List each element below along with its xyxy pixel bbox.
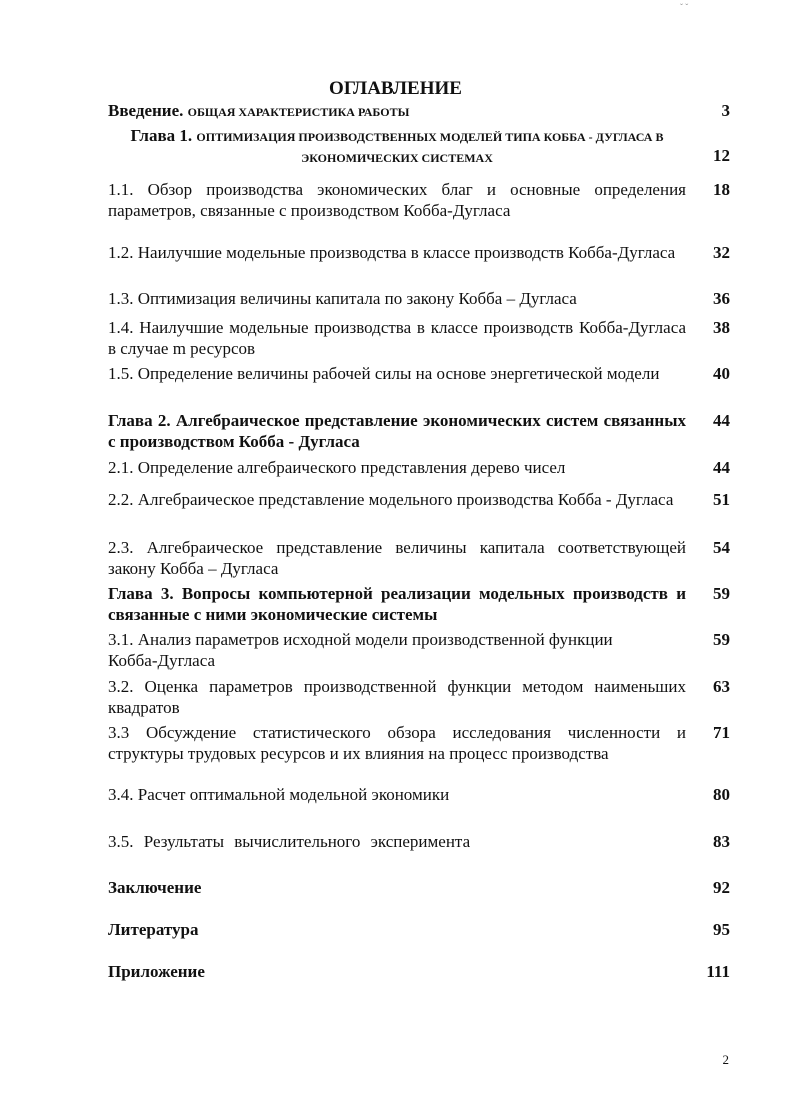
entry-text: 1.2. Наилучшие модельные производства в классе производств Кобба-Дугласа [108, 243, 676, 262]
entry-text: 2.2. Алгебраическое представление модельного производства Кобба - Дугласа [108, 490, 674, 509]
entry-text: 1.5. Определение величины рабочей силы на основе энергетической модели [108, 364, 660, 383]
entry-page: 80 [713, 785, 730, 804]
entry-text: 1.3. Оптимизация величины капитала по закону Кобба – Дугласа [108, 289, 577, 308]
entry-page: 3 [721, 101, 730, 120]
entry-text: 2.3. Алгебраическое представление величины капитала соответствующей закону Кобба – Дугласа [108, 538, 686, 578]
entry-page: 54 [713, 538, 730, 557]
entry-text: Глава 2. Алгебраическое представление экономических систем связанных с производством Кобба - Дугласа [108, 411, 686, 451]
entry-page: 71 [713, 723, 730, 742]
entry-text: 3.1. Анализ параметров исходной модели производственной функции Кобба-Дугласа [108, 630, 613, 670]
entry-text: 3.4. Расчет оптимальной модельной экономики [108, 785, 450, 804]
entry-page: 40 [713, 364, 730, 383]
toc-title: ОГЛАВЛЕНИЕ [329, 78, 462, 99]
entry-page: 59 [713, 584, 730, 603]
entry-page: 44 [713, 411, 730, 430]
entry-page: 59 [713, 630, 730, 649]
entry-text: 3.3 Обсуждение статистического обзора исследования численности и структуры трудовых ресурсов и их влияния на процесс производства [108, 723, 686, 763]
entry-text: 3.2. Оценка параметров производственной функции методом наименьших квадратов [108, 677, 686, 717]
entry-page: 92 [713, 878, 730, 897]
entry-page: 83 [713, 832, 730, 851]
entry-text: 2.1. Определение алгебраического представления дерево чисел [108, 458, 566, 477]
entry-page: 111 [706, 962, 730, 981]
page-number: 2 [722, 1052, 729, 1067]
entry-page: 44 [713, 458, 730, 477]
entry-page: 12 [713, 146, 730, 165]
entry-page: 63 [713, 677, 730, 696]
entry-page: 36 [713, 289, 730, 308]
entry-caps: ОПТИМИЗАЦИЯ ПРОИЗВОДСТВЕННЫХ МОДЕЛЕЙ ТИПА КОББА - ДУГЛАСА В ЭКОНОМИЧЕСКИХ СИСТЕМАХ [196, 130, 664, 165]
entry-text: Литература [108, 920, 199, 939]
entry-page: 95 [713, 920, 730, 939]
entry-text: Глава 3. Вопросы компьютерной реализации модельных производств и связанные с ними экономические системы [108, 584, 686, 624]
entry-page: 51 [713, 490, 730, 509]
entry-label: Глава 1. [130, 126, 193, 145]
entry-page: 32 [713, 243, 730, 262]
entry-page: 18 [713, 180, 730, 199]
toc-entry-intro[interactable] [108, 101, 730, 123]
toc-entry-chapter-1[interactable] [108, 124, 730, 166]
entry-text: 1.4. Наилучшие модельные производства в классе производств Кобба-Дугласа в случае m ресурсов [108, 318, 686, 358]
scan-speck: ˇ ˇ [680, 2, 689, 12]
entry-text: Приложение [108, 962, 205, 981]
entry-caps: ОБЩАЯ ХАРАКТЕРИСТИКА РАБОТЫ [187, 105, 410, 119]
entry-label: Введение. [108, 101, 184, 120]
entry-text: 1.1. Обзор производства экономических благ и основные определения параметров, связанные с производством Кобба-Дугласа [108, 180, 686, 220]
entry-text: Заключение [108, 878, 202, 897]
entry-text: 3.5. Результаты вычислительного эксперимента [108, 832, 471, 851]
entry-page: 38 [713, 318, 730, 337]
